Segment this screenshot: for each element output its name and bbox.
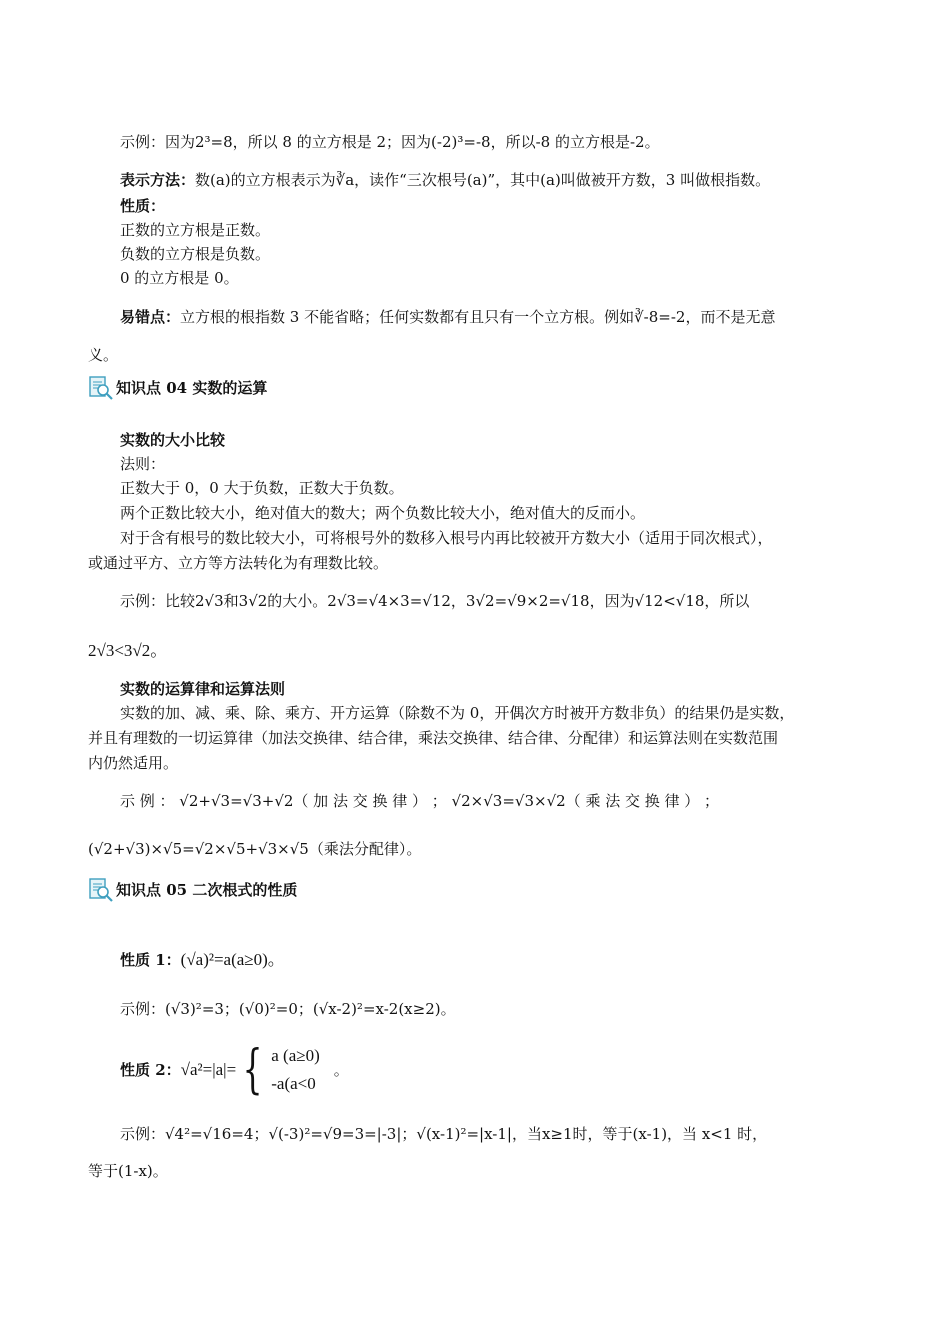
rule-3-continuation: 或通过平方、立方等方法转化为有理数比较。: [88, 554, 389, 572]
compare-example-result: 2√3<3√2。: [88, 641, 168, 660]
property-2-end: 。: [333, 1061, 349, 1079]
pitfall-label: 易错点：: [120, 308, 181, 326]
property-2-example-continuation: 等于(1-x)。: [88, 1162, 168, 1180]
property-2: [120, 1038, 349, 1102]
magnifier-document-icon: [88, 877, 114, 903]
laws-line-3: 内仍然适用。: [88, 754, 179, 772]
property-positive: 正数的立方根是正数。: [120, 221, 271, 239]
property-2-label: 性质 2：: [120, 1061, 181, 1079]
pitfall-paragraph: [120, 305, 775, 329]
rule-2: 两个正数比较大小，绝对值大的数大；两个负数比较大小，绝对值大的反而小。: [120, 504, 646, 522]
cube-root-example: 示例：因为2³=8，所以 8 的立方根是 2；因为(-2)³=-8，所以-8 的立方根是-2。: [120, 133, 660, 151]
property-negative: 负数的立方根是负数。: [120, 245, 271, 263]
rule-3: 对于含有根号的数比较大小，可将根号外的数移入根号内再比较被开方数大小（适用于同次根式），: [120, 529, 773, 547]
laws-line-1: 实数的加、减、乘、除、乘方、开方运算（除数不为 0，开偶次方时被开方数非负）的结果仍是实数，: [120, 704, 795, 722]
laws-heading: 实数的运算律和运算法则: [120, 680, 286, 698]
property-2-formula: √a²=|a|=: [180, 1060, 237, 1080]
magnifier-document-icon: [88, 375, 114, 401]
property-2-example: 示例：√4²=√16=4；√(-3)²=√9=3=|-3|；√(x-1)²=|x-1|，当x≥1时，等于(x-1)，当 x<1 时，: [120, 1125, 768, 1143]
laws-example: 示 例 ： √2+√3=√3+√2（ 加 法 交 换 律 ） ； √2×√3=√3×√2（ 乘 法 交 换 律 ） ；: [120, 792, 720, 810]
notation-paragraph: [120, 168, 770, 192]
pitfall-text: 立方根的根指数 3 不能省略；任何实数都有且只有一个立方根。例如∛-8=-2，而不是无意: [180, 308, 776, 326]
compare-heading: 实数的大小比较: [120, 431, 226, 449]
case-nonnegative: a (a≥0): [271, 1045, 320, 1065]
property-label: 性质：: [120, 197, 166, 215]
section-05-title: 知识点 05 二次根式的性质: [116, 881, 298, 899]
property-zero: 0 的立方根是 0。: [120, 269, 239, 287]
laws-line-2: 并且有理数的一切运算律（加法交换律、结合律，乘法交换律、结合律、分配律）和运算法则在实数范围: [88, 729, 779, 747]
section-04-header: [88, 373, 267, 403]
left-brace: {: [242, 1040, 263, 1100]
property-2-cases: [271, 1042, 320, 1098]
rule-label: 法则：: [120, 455, 166, 473]
notation-text: 数(a)的立方根表示为∛a，读作“三次根号(a)”，其中(a)叫做被开方数，3 叫做根指数。: [195, 171, 771, 189]
pitfall-continuation: 义。: [88, 346, 119, 364]
compare-example: 示例：比较2√3和3√2的大小。2√3=√4×3=√12，3√2=√9×2=√18，因为√12<√18，所以: [120, 592, 750, 610]
property-1-label: 性质 1：: [120, 951, 181, 969]
notation-label: 表示方法：: [120, 171, 196, 189]
rule-1: 正数大于 0，0 大于负数，正数大于负数。: [120, 479, 404, 497]
property-1: [120, 946, 285, 973]
property-1-formula: (√a)²=a(a≥0)。: [180, 950, 285, 969]
section-04-title: 知识点 04 实数的运算: [116, 379, 268, 397]
section-05-header: [88, 875, 297, 905]
case-negative: -a(a<0: [271, 1074, 316, 1093]
laws-example-distributive: (√2+√3)×√5=√2×√5+√3×√5（乘法分配律）。: [88, 840, 422, 858]
property-1-example: 示例：(√3)²=3；(√0)²=0；(√x-2)²=x-2(x≥2)。: [120, 1000, 456, 1018]
